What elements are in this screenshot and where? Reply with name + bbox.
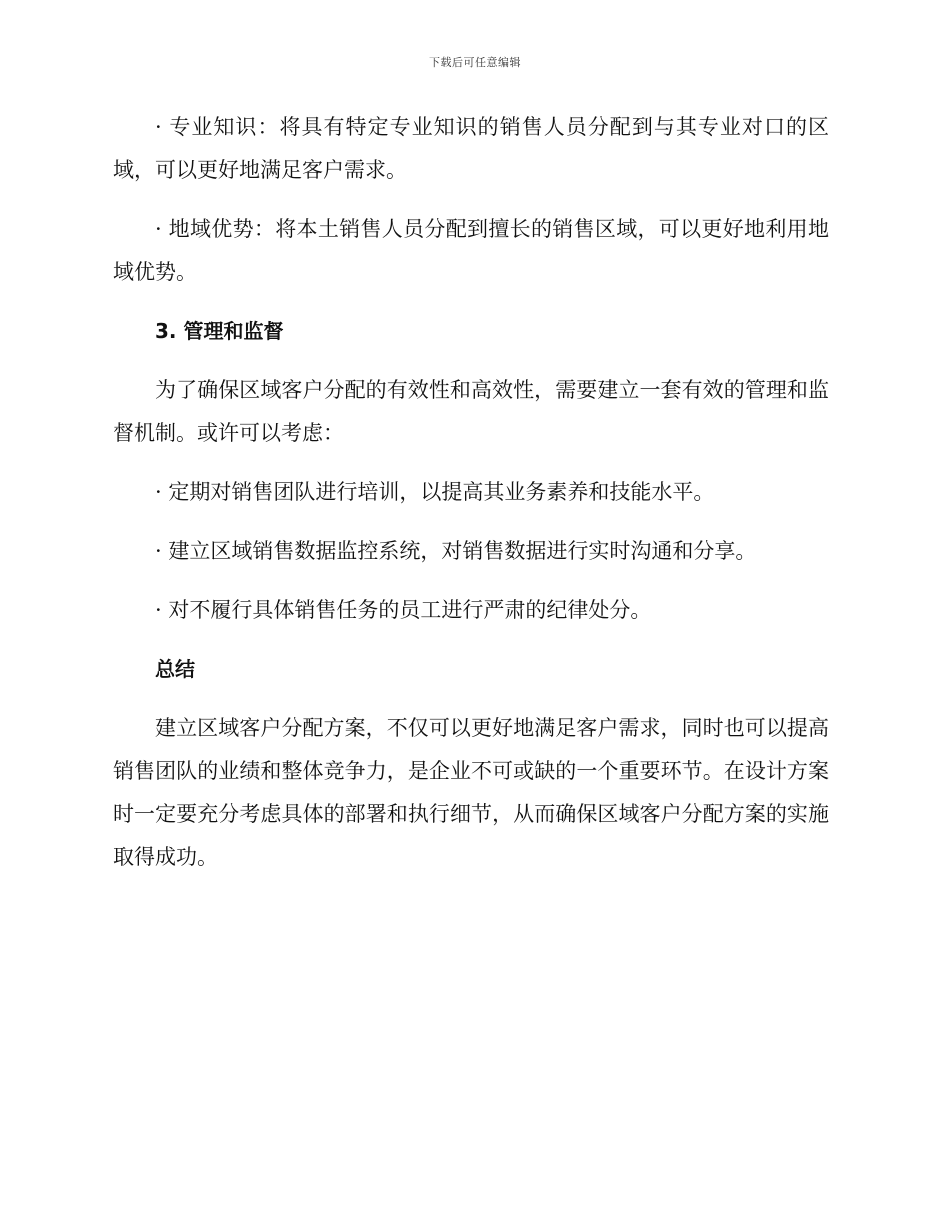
page-header: 下载后可任意编辑 bbox=[429, 56, 521, 69]
summary-paragraph: 建立区域客户分配方案，不仅可以更好地满足客户需求，同时也可以提高销售团队的业绩和整体竞争力，是企业不可或缺的一个重要环节。在设计方案时一定要充分考虑具体的部署和执行细节，从而确保区域客户分配方案的实施取得成功。 bbox=[113, 716, 829, 869]
document-body bbox=[113, 106, 829, 895]
bullet-monitoring-system: · 建立区域销售数据监控系统，对销售数据进行实时沟通和分享。 bbox=[155, 539, 757, 563]
section-heading-management: 3. 管理和监督 bbox=[155, 319, 284, 343]
management-intro-paragraph: 为了确保区域客户分配的有效性和高效性，需要建立一套有效的管理和监督机制。或许可以考虑： bbox=[113, 378, 829, 445]
bullet-expertise: · 专业知识：将具有特定专业知识的销售人员分配到与其专业对口的区域，可以更好地满足客户需求。 bbox=[113, 115, 829, 182]
bullet-regional-advantage: · 地域优势：将本土销售人员分配到擅长的销售区域，可以更好地利用地域优势。 bbox=[113, 217, 829, 284]
bullet-discipline: · 对不履行具体销售任务的员工进行严肃的纪律处分。 bbox=[155, 598, 652, 622]
section-heading-summary: 总结 bbox=[155, 657, 195, 681]
bullet-training: · 定期对销售团队进行培训，以提高其业务素养和技能水平。 bbox=[155, 480, 715, 504]
